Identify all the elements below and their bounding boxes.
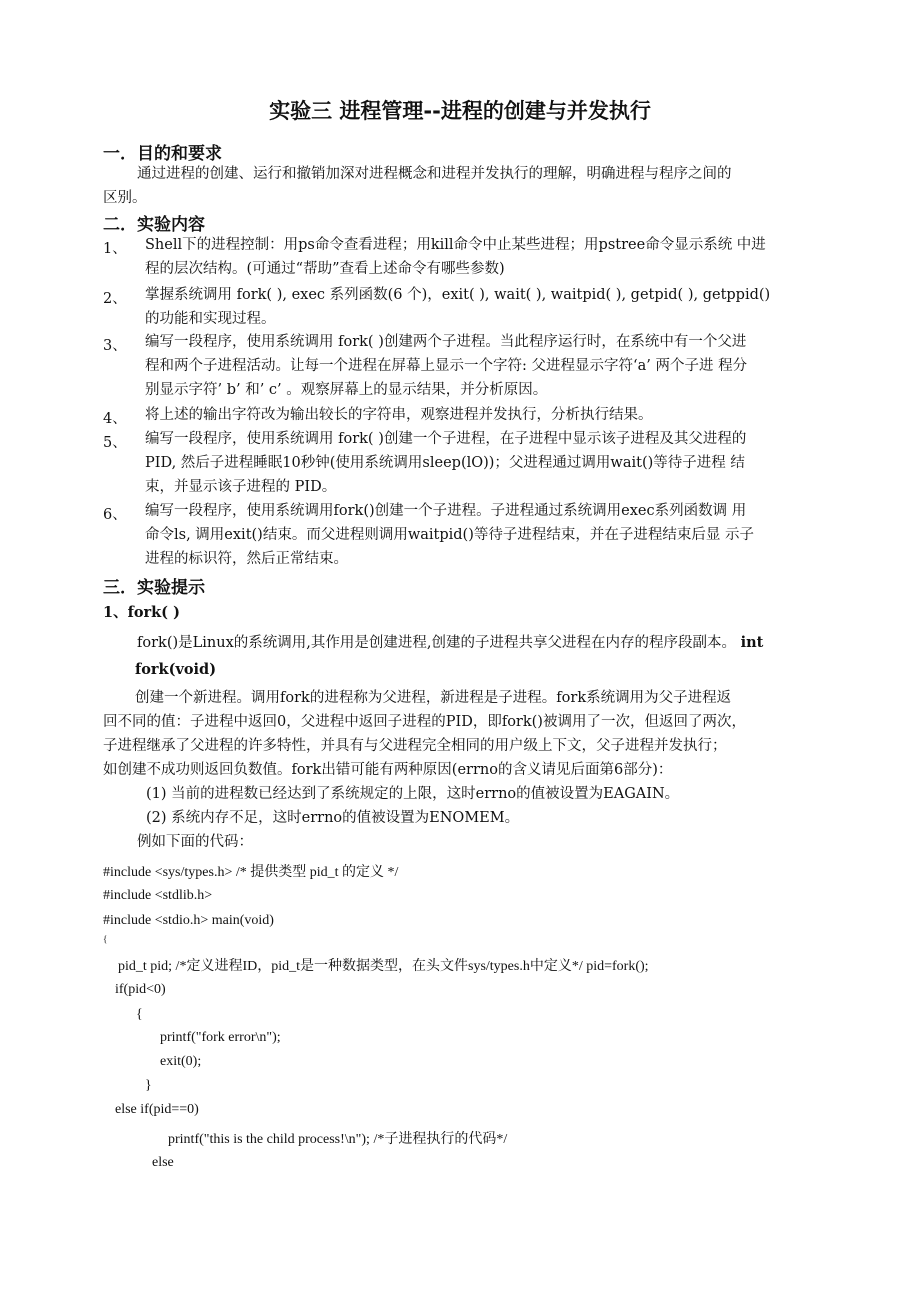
page-title: 实验三 进程管理--进程的创建与并发执行 bbox=[269, 99, 651, 123]
fork-para-line1: 创建一个新进程。调用fork的进程称为父进程，新进程是子进程。fork系统调用为父子进程返 bbox=[135, 690, 732, 706]
error-reason-2: (2) 系统内存不足，这时errno的值被设置为ENOMEM。 bbox=[146, 810, 520, 826]
goals-text-line1: 通过进程的创建、运行和撤销加深对进程概念和进程并发执行的理解，明确进程与程序之间的 bbox=[137, 166, 732, 182]
section-heading-goals: 一．目的和要求 bbox=[103, 144, 222, 164]
code-line: #include <sys/types.h> /* 提供类型 pid_t 的定义 */ bbox=[103, 865, 399, 880]
code-line: exit(0); bbox=[160, 1054, 202, 1069]
code-line: if(pid<0) bbox=[115, 982, 166, 997]
code-line: #include <stdio.h> main(void) bbox=[103, 913, 274, 928]
example-intro: 例如下面的代码： bbox=[137, 834, 253, 850]
code-line: { bbox=[136, 1007, 143, 1022]
content-item-3-line2: 程和两个子进程活动。让每一个进程在屏幕上显示一个字符: 父进程显示字符‘a’ 两个子进 程分 bbox=[145, 358, 748, 374]
item-number: 6、 bbox=[103, 507, 127, 523]
section-heading-hints: 三．实验提示 bbox=[103, 578, 205, 598]
fork-signature: fork(void) bbox=[135, 661, 217, 678]
content-item-3-line1: 编写一段程序，使用系统调用 fork( )创建两个子进程。当此程序运行时，在系统中有一个父进 bbox=[145, 334, 747, 350]
content-item-2-line1: 掌握系统调用 fork( ), exec 系列函数(6 个)，exit( ), wait( ), waitpid( ), getpid( ), getppid() bbox=[145, 287, 771, 303]
content-item-1-line2: 程的层次结构。(可通过“帮助”查看上述命令有哪些参数) bbox=[145, 261, 505, 277]
code-line: printf("this is the child process!\n"); /*子进程执行的代码*/ bbox=[168, 1132, 508, 1147]
section-heading-content: 二．实验内容 bbox=[103, 215, 205, 235]
fork-description bbox=[137, 631, 763, 655]
item-number: 5、 bbox=[103, 435, 127, 451]
fork-para-line4: 如创建不成功则返回负数值。fork出错可能有两种原因(errno的含义请见后面第6部分)： bbox=[103, 762, 673, 778]
item-number: 3、 bbox=[103, 338, 127, 354]
code-line: else if(pid==0) bbox=[115, 1102, 199, 1117]
code-line: pid_t pid; /*定义进程ID，pid_t是一种数据类型，在头文件sys/types.h中定义*/ pid=fork(); bbox=[118, 959, 649, 974]
content-item-6-line1: 编写一段程序，使用系统调用fork()创建一个子进程。子进程通过系统调用exec系列函数调 用 bbox=[145, 503, 747, 519]
content-item-3-line3: 别显示字符’ b’ 和’ c’ 。观察屏幕上的显示结果，并分析原因。 bbox=[145, 382, 548, 398]
item-number: 4、 bbox=[103, 411, 127, 427]
code-line: { bbox=[103, 934, 108, 944]
content-item-5-line1: 编写一段程序，使用系统调用 fork( )创建一个子进程，在子进程中显示该子进程及其父进程的 bbox=[145, 431, 747, 447]
fork-para-line3: 子进程继承了父进程的许多特性，并具有与父进程完全相同的用户级上下文，父子进程并发执行； bbox=[103, 738, 727, 754]
content-item-6-line2: 命令ls, 调用exit()结束。而父进程则调用waitpid()等待子进程结束，并在子进程结束后显 示子 bbox=[145, 527, 754, 543]
code-line: } bbox=[145, 1078, 152, 1093]
code-line: else bbox=[152, 1155, 174, 1170]
content-item-1-line1: Shell下的进程控制：用ps命令查看进程；用kill命令中止某些进程；用pstree命令显示系统 中进 bbox=[145, 237, 766, 253]
item-number: 1、 bbox=[103, 241, 127, 257]
code-line: printf("fork error\n"); bbox=[160, 1030, 281, 1045]
error-reason-1: (1) 当前的进程数已经达到了系统规定的上限，这时errno的值被设置为EAGAIN。 bbox=[146, 786, 680, 802]
item-number: 2、 bbox=[103, 291, 127, 307]
content-item-2-line2: 的功能和实现过程。 bbox=[145, 311, 276, 327]
content-item-5-line2: PID, 然后子进程睡眠10秒钟(使用系统调用sleep(lO))；父进程通过调用wait()等待子进程 结 bbox=[145, 455, 745, 471]
subheading-fork: 1、fork( ) bbox=[103, 604, 180, 621]
content-item-4-line1: 将上述的输出字符改为输出较长的字符串，观察进程并发执行，分析执行结果。 bbox=[145, 407, 653, 423]
content-item-6-line3: 进程的标识符，然后正常结束。 bbox=[145, 551, 348, 567]
content-item-5-line3: 束，并显示该子进程的 PID。 bbox=[145, 479, 337, 495]
fork-para-line2: 回不同的值：子进程中返回0，父进程中返回子进程的PID，即fork()被调用了一次，但返回了两次， bbox=[103, 714, 746, 730]
goals-text-line2: 区别。 bbox=[103, 190, 147, 206]
fork-return-type: int bbox=[740, 634, 764, 651]
fork-description-text: fork()是Linux的系统调用,其作用是创建进程,创建的子进程共享父进程在内存的程序段副本。 bbox=[137, 635, 736, 651]
code-line: #include <stdlib.h> bbox=[103, 888, 213, 903]
